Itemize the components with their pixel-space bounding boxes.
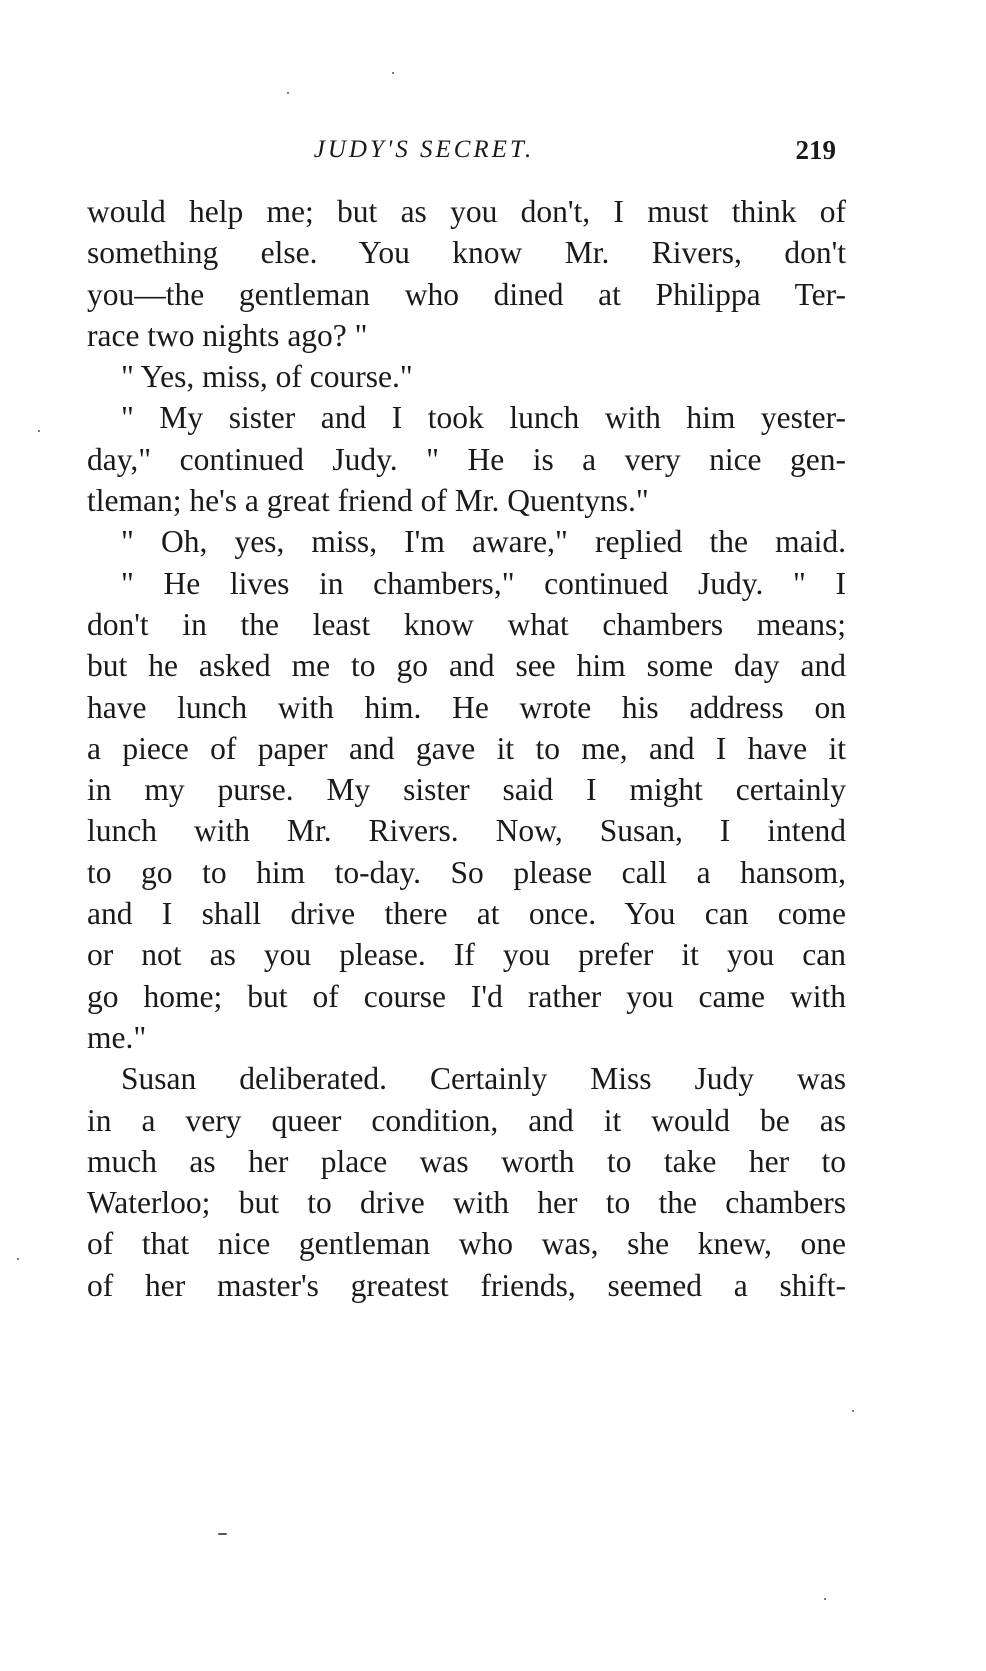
text-line: day," continued Judy. " He is a very nice gen- — [87, 441, 846, 477]
text-line: of her master's greatest friends, seemed a shift- — [87, 1267, 846, 1303]
scan-speck — [392, 72, 394, 74]
text-line: a piece of paper and gave it to me, and I have it — [87, 730, 846, 766]
text-line: tleman; he's a great friend of Mr. Quentyns." — [87, 483, 649, 519]
text-line: of that nice gentleman who was, she knew, one — [87, 1226, 846, 1262]
text-line: but he asked me to go and see him some day and — [87, 648, 846, 684]
text-line: in a very queer condition, and it would be as — [87, 1102, 846, 1138]
page-number: 219 — [795, 135, 836, 165]
text-line: to go to him to-day. So please call a hansom, — [87, 854, 846, 890]
text-line: would help me; but as you don't, I must think of — [87, 194, 846, 229]
text-line: Waterloo; but to drive with her to the chambers — [87, 1185, 846, 1221]
text-line: " Oh, yes, miss, I'm aware," replied the maid. — [121, 524, 846, 560]
body-text — [87, 191, 846, 1306]
scan-speck — [17, 1258, 19, 1260]
text-line: go home; but of course I'd rather you came with — [87, 978, 846, 1014]
text-line: don't in the least know what chambers means; — [87, 606, 846, 642]
text-line: in my purse. My sister said I might certainly — [87, 772, 846, 808]
text-line: " He lives in chambers," continued Judy. " I — [121, 565, 846, 601]
running-head — [84, 130, 844, 170]
scan-speck — [218, 1533, 227, 1535]
text-line: " Yes, miss, of course." — [121, 359, 413, 395]
text-line: much as her place was worth to take her to — [87, 1143, 846, 1179]
text-line: have lunch with him. He wrote his address on — [87, 689, 846, 725]
text-line: or not as you please. If you prefer it you can — [87, 937, 846, 973]
scan-speck — [287, 92, 289, 94]
text-line: Susan deliberated. Certainly Miss Judy was — [121, 1061, 846, 1097]
text-line: and I shall drive there at once. You can come — [87, 896, 846, 932]
running-title: JUDY'S SECRET. — [313, 136, 535, 163]
text-line: lunch with Mr. Rivers. Now, Susan, I intend — [87, 813, 846, 849]
scan-speck — [38, 430, 40, 432]
text-line: " My sister and I took lunch with him yester- — [121, 400, 846, 436]
text-line: something else. You know Mr. Rivers, don't — [87, 235, 846, 271]
scan-speck — [852, 1410, 854, 1412]
scan-speck — [824, 1598, 826, 1600]
text-line: me." — [87, 1019, 147, 1055]
text-line: race two nights ago? " — [87, 317, 368, 353]
text-line: you—the gentleman who dined at Philippa Ter- — [87, 276, 846, 312]
